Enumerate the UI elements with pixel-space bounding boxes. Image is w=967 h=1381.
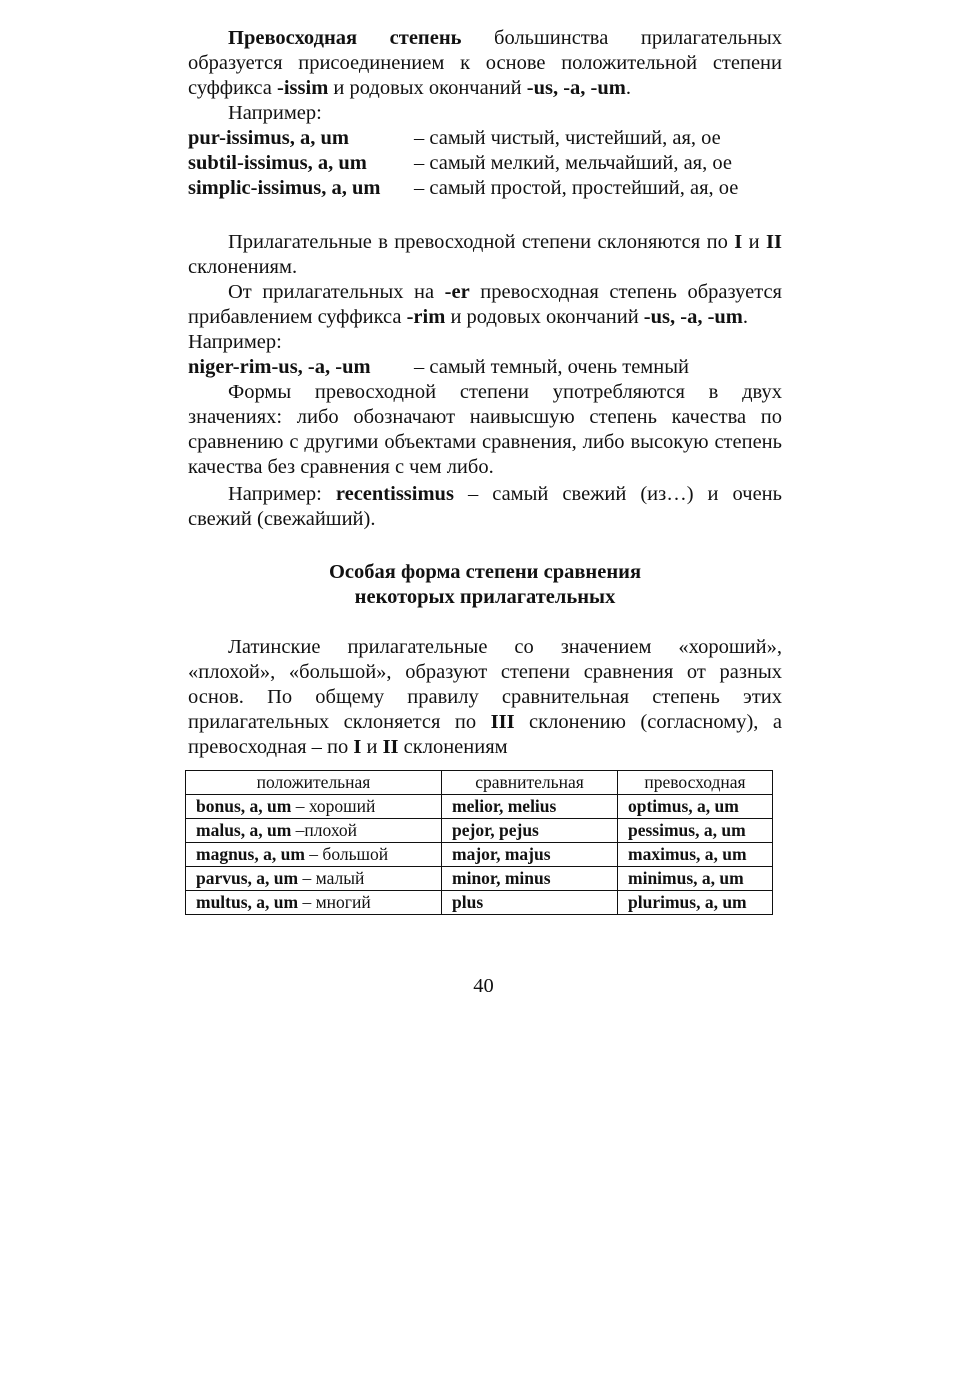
table-row <box>186 891 773 915</box>
comparative-cell <box>442 867 618 891</box>
example-niger-block <box>188 330 788 380</box>
page-number: 40 <box>473 975 494 997</box>
er-adjectives-paragraph <box>188 280 782 330</box>
text: . <box>742 306 749 328</box>
table-header-row <box>186 771 773 795</box>
positive-form: malus, a, um <box>196 820 292 840</box>
text: От прилагательных на <box>228 281 445 303</box>
suffix-issim: -issim <box>277 77 329 99</box>
positive-cell <box>186 891 442 915</box>
comparative-form: plus <box>452 892 484 912</box>
text: Например: <box>228 483 336 505</box>
declension-2: II <box>382 736 399 758</box>
positive-form: bonus, a, um <box>196 796 292 816</box>
text: Латинские прилагательные со значением «хороший», «плохой», «большой», образуют степени сравнения от разных основ. По общему правилу сравнительная степень этих прилагательных склоняется по <box>188 636 782 733</box>
superlative-form: optimus, a, um <box>628 796 739 816</box>
superlative-cell <box>618 843 773 867</box>
text: большинства прилагательных образуется присоединением к основе положительной степени суффикса <box>188 27 782 99</box>
superlative-cell <box>618 891 773 915</box>
comparative-form: minor, minus <box>452 868 551 888</box>
gender-endings: -us, -a, -um <box>526 77 626 99</box>
example-row <box>188 126 788 151</box>
example-meaning: – самый чистый, чистейший, ая, ое <box>414 127 721 149</box>
positive-meaning: – хороший <box>291 796 376 816</box>
comparative-form: pejor, pejus <box>452 820 539 840</box>
er-ending: -er <box>444 281 470 303</box>
declension-2: II <box>766 231 782 253</box>
superlative-form: pessimus, a, um <box>628 820 746 840</box>
suffix-rim: -rim <box>406 306 446 328</box>
comparative-cell <box>442 891 618 915</box>
text: . <box>625 77 631 99</box>
header-positive: положительная <box>186 771 442 795</box>
positive-form: magnus, a, um <box>196 844 305 864</box>
positive-meaning: – малый <box>298 868 365 888</box>
heading-line-2: некоторых прилагательных <box>354 586 616 608</box>
positive-form: multus, a, um <box>196 892 299 912</box>
example-meaning: – самый мелкий, мельчайший, ая, ое <box>414 152 732 174</box>
example-label: Например: <box>188 331 282 353</box>
text: склонениям <box>398 736 508 758</box>
superlative-cell <box>618 819 773 843</box>
comparison-degrees-table <box>185 770 773 915</box>
example-meaning: – самый темный, очень темный <box>414 356 689 378</box>
declension-1: I <box>353 736 362 758</box>
example-meaning: – самый простой, простейший, ая, ое <box>414 177 739 199</box>
positive-cell <box>186 867 442 891</box>
irregular-adjectives-paragraph <box>188 635 782 760</box>
superlative-form: minimus, a, um <box>628 868 744 888</box>
comparative-form: major, majus <box>452 844 551 864</box>
heading-line-1: Особая форма степени сравнения <box>328 561 642 583</box>
recentissimus-paragraph <box>188 482 782 532</box>
declension-1: I <box>734 231 743 253</box>
example-term: pur-issimus, a, um <box>188 127 349 149</box>
superlative-cell <box>618 795 773 819</box>
example-term: subtil-issimus, a, um <box>188 152 367 174</box>
declension-paragraph <box>188 230 782 280</box>
text: склонениям. <box>188 256 298 278</box>
positive-cell <box>186 795 442 819</box>
positive-cell <box>186 843 442 867</box>
example-row <box>188 151 788 176</box>
positive-meaning: –плохой <box>291 820 358 840</box>
positive-cell <box>186 819 442 843</box>
text: превосходная степень образуется прибавлением суффикса <box>188 281 782 328</box>
table-row <box>186 867 773 891</box>
header-comparative: сравнительная <box>442 771 618 795</box>
declension-3: III <box>490 711 515 733</box>
examples-block <box>188 101 788 201</box>
table-row <box>186 843 773 867</box>
comparative-cell <box>442 843 618 867</box>
gender-endings: -us, -a, -um <box>643 306 743 328</box>
text: склонению (согласному), а превосходная – по <box>188 711 782 758</box>
text: и <box>742 231 767 253</box>
superlative-cell <box>618 867 773 891</box>
positive-form: parvus, a, um <box>196 868 299 888</box>
table-row <box>186 819 773 843</box>
text: – самый свежий (из…) и очень свежий (свежайший). <box>188 483 783 530</box>
comparative-cell <box>442 819 618 843</box>
usage-paragraph: Формы превосходной степени употребляются в двух значениях: либо обозначают наивысшую степень качества по сравнению с другими объектами сравнения, либо высокую степень качества без сравнения с чем либо. <box>188 381 782 478</box>
comparative-form: melior, melius <box>452 796 557 816</box>
superlative-term: Превосходная степень <box>228 27 462 49</box>
text: и <box>361 736 383 758</box>
text: Прилагательные в превосходной степени склоняются по <box>228 231 735 253</box>
section-heading <box>188 560 782 610</box>
example-term: simplic-issimus, a, um <box>188 177 381 199</box>
superlative-form: plurimus, a, um <box>628 892 747 912</box>
superlative-form: maximus, a, um <box>628 844 747 864</box>
comparative-cell <box>442 795 618 819</box>
superlative-definition-paragraph <box>188 26 782 101</box>
recentissimus-term: recentissimus <box>335 483 454 505</box>
positive-meaning: – многий <box>298 892 371 912</box>
positive-meaning: – большой <box>304 844 389 864</box>
example-row <box>188 176 788 201</box>
example-term: niger-rim-us, -a, -um <box>188 356 371 378</box>
example-label: Например: <box>228 102 322 124</box>
text: и родовых окончаний <box>328 77 527 99</box>
text: и родовых окончаний <box>445 306 644 328</box>
table-row <box>186 795 773 819</box>
example-row <box>188 355 788 380</box>
header-superlative: превосходная <box>618 771 773 795</box>
